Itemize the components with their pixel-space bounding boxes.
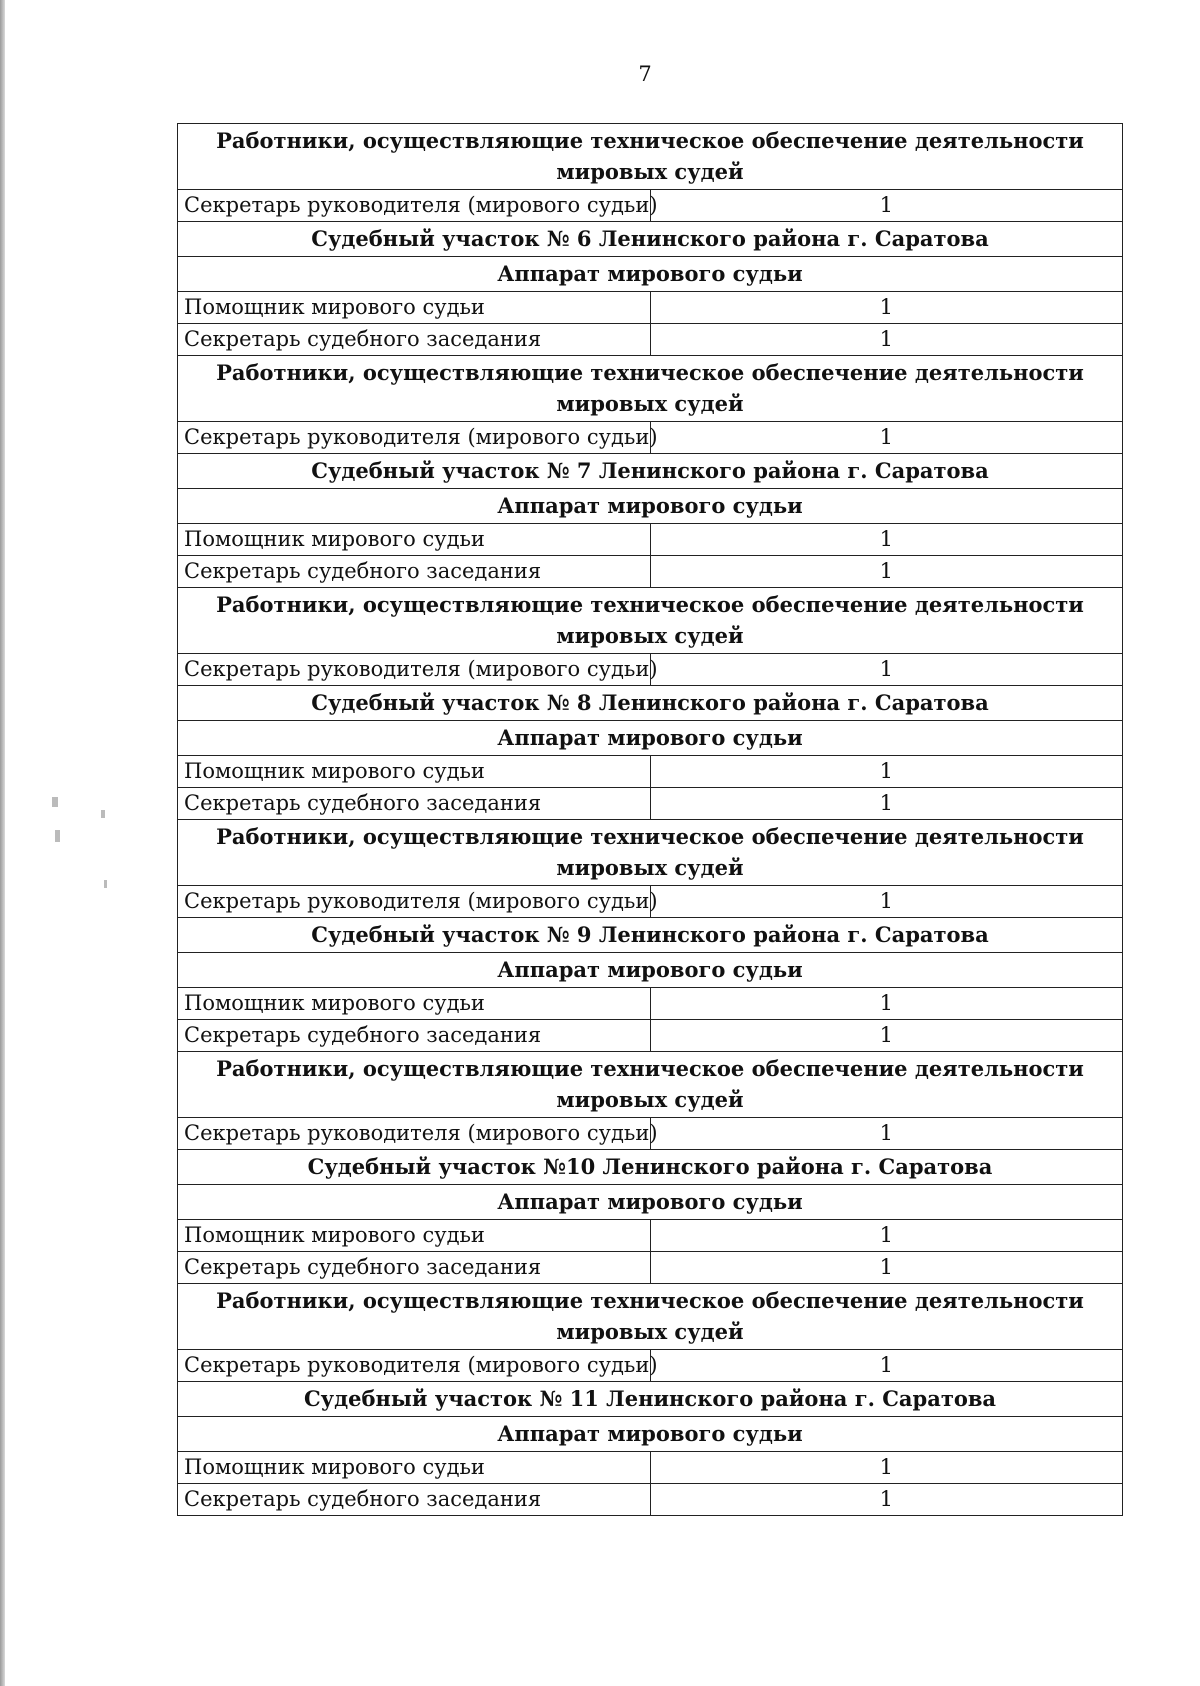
position-title: Секретарь руководителя (мирового судьи) (178, 1350, 651, 1382)
position-title: Помощник мирового судьи (178, 524, 651, 556)
position-count: 1 (650, 1118, 1123, 1150)
position-title: Помощник мирового судьи (178, 988, 651, 1020)
position-count: 1 (650, 788, 1123, 820)
position-row (178, 788, 1123, 820)
position-row (178, 1252, 1123, 1284)
position-title: Помощник мирового судьи (178, 1452, 651, 1484)
section-header: Работники, осуществляющие техническое обеспечение деятельности мировых судей (178, 1052, 1123, 1118)
section-header-row (178, 222, 1123, 257)
position-row (178, 1118, 1123, 1150)
section-header: Работники, осуществляющие техническое обеспечение деятельности мировых судей (178, 356, 1123, 422)
position-title: Секретарь руководителя (мирового судьи) (178, 654, 651, 686)
section-header-row (178, 489, 1123, 524)
section-header-row (178, 1150, 1123, 1185)
position-title: Секретарь руководителя (мирового судьи) (178, 190, 651, 222)
position-count: 1 (650, 1350, 1123, 1382)
section-header: Работники, осуществляющие техническое обеспечение деятельности мировых судей (178, 124, 1123, 190)
section-header-row (178, 257, 1123, 292)
position-title: Секретарь судебного заседания (178, 1484, 651, 1516)
position-count: 1 (650, 1484, 1123, 1516)
section-header: Аппарат мирового судьи (178, 721, 1123, 756)
section-header-row (178, 1185, 1123, 1220)
section-header-row (178, 721, 1123, 756)
section-header-row (178, 1382, 1123, 1417)
section-header: Работники, осуществляющие техническое обеспечение деятельности мировых судей (178, 1284, 1123, 1350)
position-title: Секретарь судебного заседания (178, 556, 651, 588)
scan-speck (101, 810, 105, 818)
page-number: 7 (638, 62, 652, 86)
position-count: 1 (650, 1220, 1123, 1252)
staff-table (177, 123, 1123, 1516)
scan-speck (104, 880, 107, 888)
section-header: Судебный участок № 8 Ленинского района г. Саратова (178, 686, 1123, 721)
position-row (178, 422, 1123, 454)
section-header-row (178, 356, 1123, 422)
position-row (178, 190, 1123, 222)
position-count: 1 (650, 1252, 1123, 1284)
position-row (178, 324, 1123, 356)
section-header: Судебный участок № 11 Ленинского района г. Саратова (178, 1382, 1123, 1417)
section-header: Судебный участок №10 Ленинского района г. Саратова (178, 1150, 1123, 1185)
position-row (178, 1020, 1123, 1052)
section-header: Аппарат мирового судьи (178, 489, 1123, 524)
section-header-row (178, 918, 1123, 953)
position-title: Помощник мирового судьи (178, 1220, 651, 1252)
position-row (178, 1484, 1123, 1516)
position-count: 1 (650, 422, 1123, 454)
section-header: Аппарат мирового судьи (178, 257, 1123, 292)
section-header-row (178, 1417, 1123, 1452)
position-row (178, 654, 1123, 686)
section-header: Аппарат мирового судьи (178, 1185, 1123, 1220)
section-header: Аппарат мирового судьи (178, 1417, 1123, 1452)
position-title: Секретарь руководителя (мирового судьи) (178, 1118, 651, 1150)
staff-table-body (178, 124, 1123, 1516)
position-count: 1 (650, 324, 1123, 356)
position-row (178, 292, 1123, 324)
position-title: Секретарь судебного заседания (178, 324, 651, 356)
position-row (178, 556, 1123, 588)
position-title: Секретарь судебного заседания (178, 1020, 651, 1052)
section-header: Аппарат мирового судьи (178, 953, 1123, 988)
section-header-row (178, 588, 1123, 654)
section-header-row (178, 1284, 1123, 1350)
section-header-row (178, 454, 1123, 489)
section-header-row (178, 820, 1123, 886)
position-count: 1 (650, 524, 1123, 556)
section-header-row (178, 953, 1123, 988)
scan-edge (0, 0, 5, 1686)
section-header-row (178, 686, 1123, 721)
position-row (178, 1220, 1123, 1252)
position-row (178, 756, 1123, 788)
position-title: Секретарь руководителя (мирового судьи) (178, 422, 651, 454)
section-header: Судебный участок № 9 Ленинского района г. Саратова (178, 918, 1123, 953)
position-row (178, 1452, 1123, 1484)
position-title: Секретарь руководителя (мирового судьи) (178, 886, 651, 918)
position-title: Секретарь судебного заседания (178, 1252, 651, 1284)
section-header-row (178, 124, 1123, 190)
position-count: 1 (650, 654, 1123, 686)
position-count: 1 (650, 292, 1123, 324)
position-count: 1 (650, 988, 1123, 1020)
position-title: Помощник мирового судьи (178, 756, 651, 788)
section-header: Работники, осуществляющие техническое обеспечение деятельности мировых судей (178, 820, 1123, 886)
position-count: 1 (650, 886, 1123, 918)
position-count: 1 (650, 556, 1123, 588)
position-count: 1 (650, 1020, 1123, 1052)
scan-speck (55, 830, 60, 842)
position-row (178, 886, 1123, 918)
section-header: Судебный участок № 7 Ленинского района г. Саратова (178, 454, 1123, 489)
position-count: 1 (650, 756, 1123, 788)
position-row (178, 524, 1123, 556)
position-count: 1 (650, 1452, 1123, 1484)
position-title: Секретарь судебного заседания (178, 788, 651, 820)
section-header-row (178, 1052, 1123, 1118)
position-row (178, 1350, 1123, 1382)
scan-speck (52, 797, 58, 807)
section-header: Судебный участок № 6 Ленинского района г. Саратова (178, 222, 1123, 257)
position-row (178, 988, 1123, 1020)
section-header: Работники, осуществляющие техническое обеспечение деятельности мировых судей (178, 588, 1123, 654)
position-count: 1 (650, 190, 1123, 222)
position-title: Помощник мирового судьи (178, 292, 651, 324)
